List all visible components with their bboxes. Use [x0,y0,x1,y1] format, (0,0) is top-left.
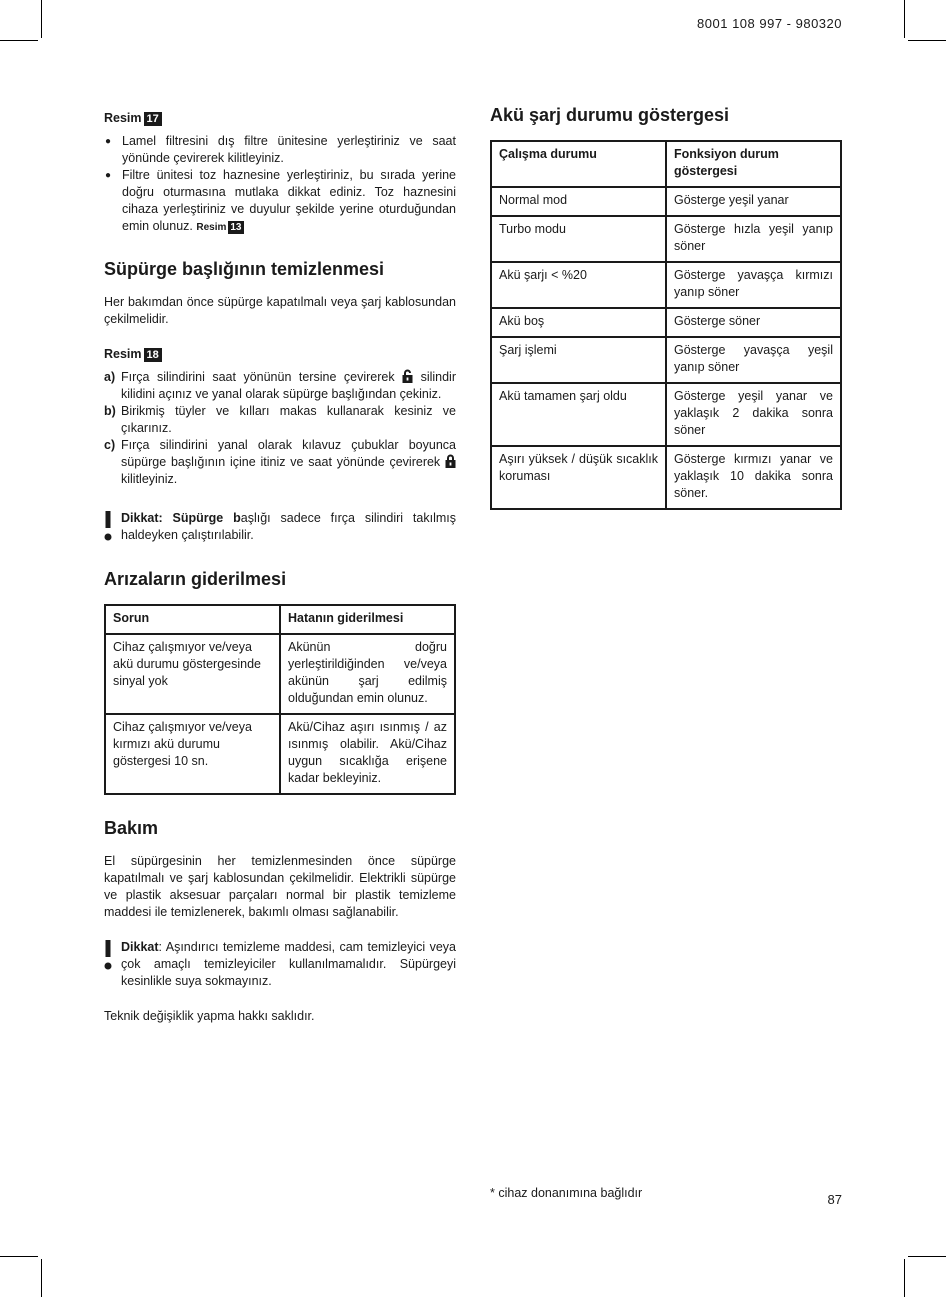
crop-mark [908,40,946,41]
table-cell: Gösterge hızla yeşil yanıp söner [666,216,841,262]
table-cell: Gösterge yavaşça yeşil yanıp söner [666,337,841,383]
warning-icon [104,940,112,972]
table-row [491,262,841,308]
crop-mark [904,1259,905,1297]
table-header-row [491,141,841,187]
column-header: Sorun [105,605,280,634]
crop-mark [41,0,42,38]
table-cell: Akü boş [491,308,666,337]
table-cell: Aşırı yüksek / düşük sıcaklık koruması [491,446,666,509]
table-cell: Turbo modu [491,216,666,262]
figure-18-steps [104,369,456,488]
section-title-maintenance: Bakım [104,818,159,838]
table-cell: Akü/Cihaz aşırı ısınmış / az ısınmış olabilir. Akü/Cihaz uygun sıcaklığa erişene kadar bekleyiniz. [280,714,455,794]
list-item: b) Birikmiş tüyler ve kılları makas kullanarak kesiniz ve çıkarınız. [104,404,456,435]
column-header: Fonksiyon durum göstergesi [666,141,841,187]
section-title-battery-indicator: Akü şarj durumu göstergesi [490,105,730,125]
crop-mark [0,40,38,41]
section-title-head-cleaning: Süpürge başlığının temizlenmesi [104,259,385,279]
right-column [490,104,842,510]
list-item: ● Lamel filtresini dış filtre ünitesine yerleştiriniz ve saat yönünde çevirerek kilitleyiniz. [104,133,456,167]
table-row [491,446,841,509]
figure-17-number: 17 [144,112,162,126]
table-cell: Akünün doğru yerleştirildiğinden ve/veya akünün şarj edilmiş olduğundan emin olunuz. [280,634,455,714]
figure-13-number: 13 [230,222,242,233]
table-row [105,634,455,714]
warning-icon [104,511,112,543]
table-cell: Gösterge söner [666,308,841,337]
crop-mark [41,1259,42,1297]
lock-icon [445,454,456,468]
table-cell: Gösterge yeşil yanar [666,187,841,216]
crop-mark [904,0,905,38]
column-header: Hatanın giderilmesi [280,605,455,634]
section-title-troubleshooting: Arızaların giderilmesi [104,569,287,589]
figure-17-label: Resim 17 [104,110,456,127]
table-row [491,308,841,337]
table-cell: Akü şarjı < %20 [491,262,666,308]
head-cleaning-intro: Her bakımdan önce süpürge kapatılmalı veya şarj kablosundan çekilmelidir. [104,295,456,326]
table-row [491,337,841,383]
table-cell: Gösterge yavaşça kırmızı yanıp söner [666,262,841,308]
warning-head-cleaning: Dikkat: Süpürge başlığı sadece fırça silindiri takılmış haldeyken çalıştırılabilir. [104,510,456,544]
footnote: * cihaz donanımına bağlıdır [490,1186,643,1200]
table-cell: Normal mod [491,187,666,216]
table-cell: Cihaz çalışmıyor ve/veya kırmızı akü durumu göstergesi 10 sn. [105,714,280,794]
crop-mark [908,1256,946,1257]
warning-maintenance: Dikkat: Aşındırıcı temizleme maddesi, cam temizleyici veya çok amaçlı temizleyiciler kullanılmamalıdır. Süpürgeyi kesinlikle suya sokmayınız. [104,939,456,990]
column-header: Çalışma durumu [491,141,666,187]
document-number: 8001 108 997 - 980320 [697,16,842,31]
battery-status-table [490,140,842,510]
table-row [491,383,841,446]
figure-18-label: Resim 18 [104,346,456,363]
list-item: a) Fırça silindirini saat yönünün tersine çevirerek silindir kilidini açınız ve yanal olarak süpürge başlığından çekiniz. [104,370,456,401]
left-column [104,104,456,1025]
table-cell: Akü tamamen şarj oldu [491,383,666,446]
list-item: ● Filtre ünitesi toz haznesine yerleştiriniz, bu sırada yerine doğru oturmasına mutlaka dikkat ediniz. Toz haznesini cihaza yerleştiriniz ve duyulur şekilde yerine oturduğundan emin olunuz. Resim 13 [104,167,456,236]
technical-changes-note: Teknik değişiklik yapma hakkı saklıdır. [104,1009,315,1023]
table-cell: Gösterge kırmızı yanar ve yaklaşık 10 dakika sonra söner. [666,446,841,509]
maintenance-text: El süpürgesinin her temizlenmesinden önce süpürge kapatılmalı ve şarj kablosundan çekilmelidir. Elektrikli süpürge ve plastik aksesuar parçaları normal bir plastik temizleme maddesi ile temizlenerek, bakımlı olması sağlanabilir. [104,854,456,919]
table-header-row [105,605,455,634]
figure-18-number: 18 [144,348,162,362]
crop-mark [0,1256,38,1257]
table-cell: Şarj işlemi [491,337,666,383]
table-row [105,714,455,794]
page-number: 87 [827,1192,842,1207]
figure-17-steps [104,133,456,236]
table-row [491,187,841,216]
table-cell: Cihaz çalışmıyor ve/veya akü durumu göstergesinde sinyal yok [105,634,280,714]
figure-13-ref: Resim [196,222,227,233]
table-cell: Gösterge yeşil yanar ve yaklaşık 2 dakika sonra söner [666,383,841,446]
list-item: c) Fırça silindirini yanal olarak kılavuz çubuklar boyunca süpürge başlığının içine itiniz ve saat yönünde çevirerek kilitleyiniz. [104,438,456,486]
table-row [491,216,841,262]
fault-table [104,604,456,795]
unlock-icon [402,369,413,383]
